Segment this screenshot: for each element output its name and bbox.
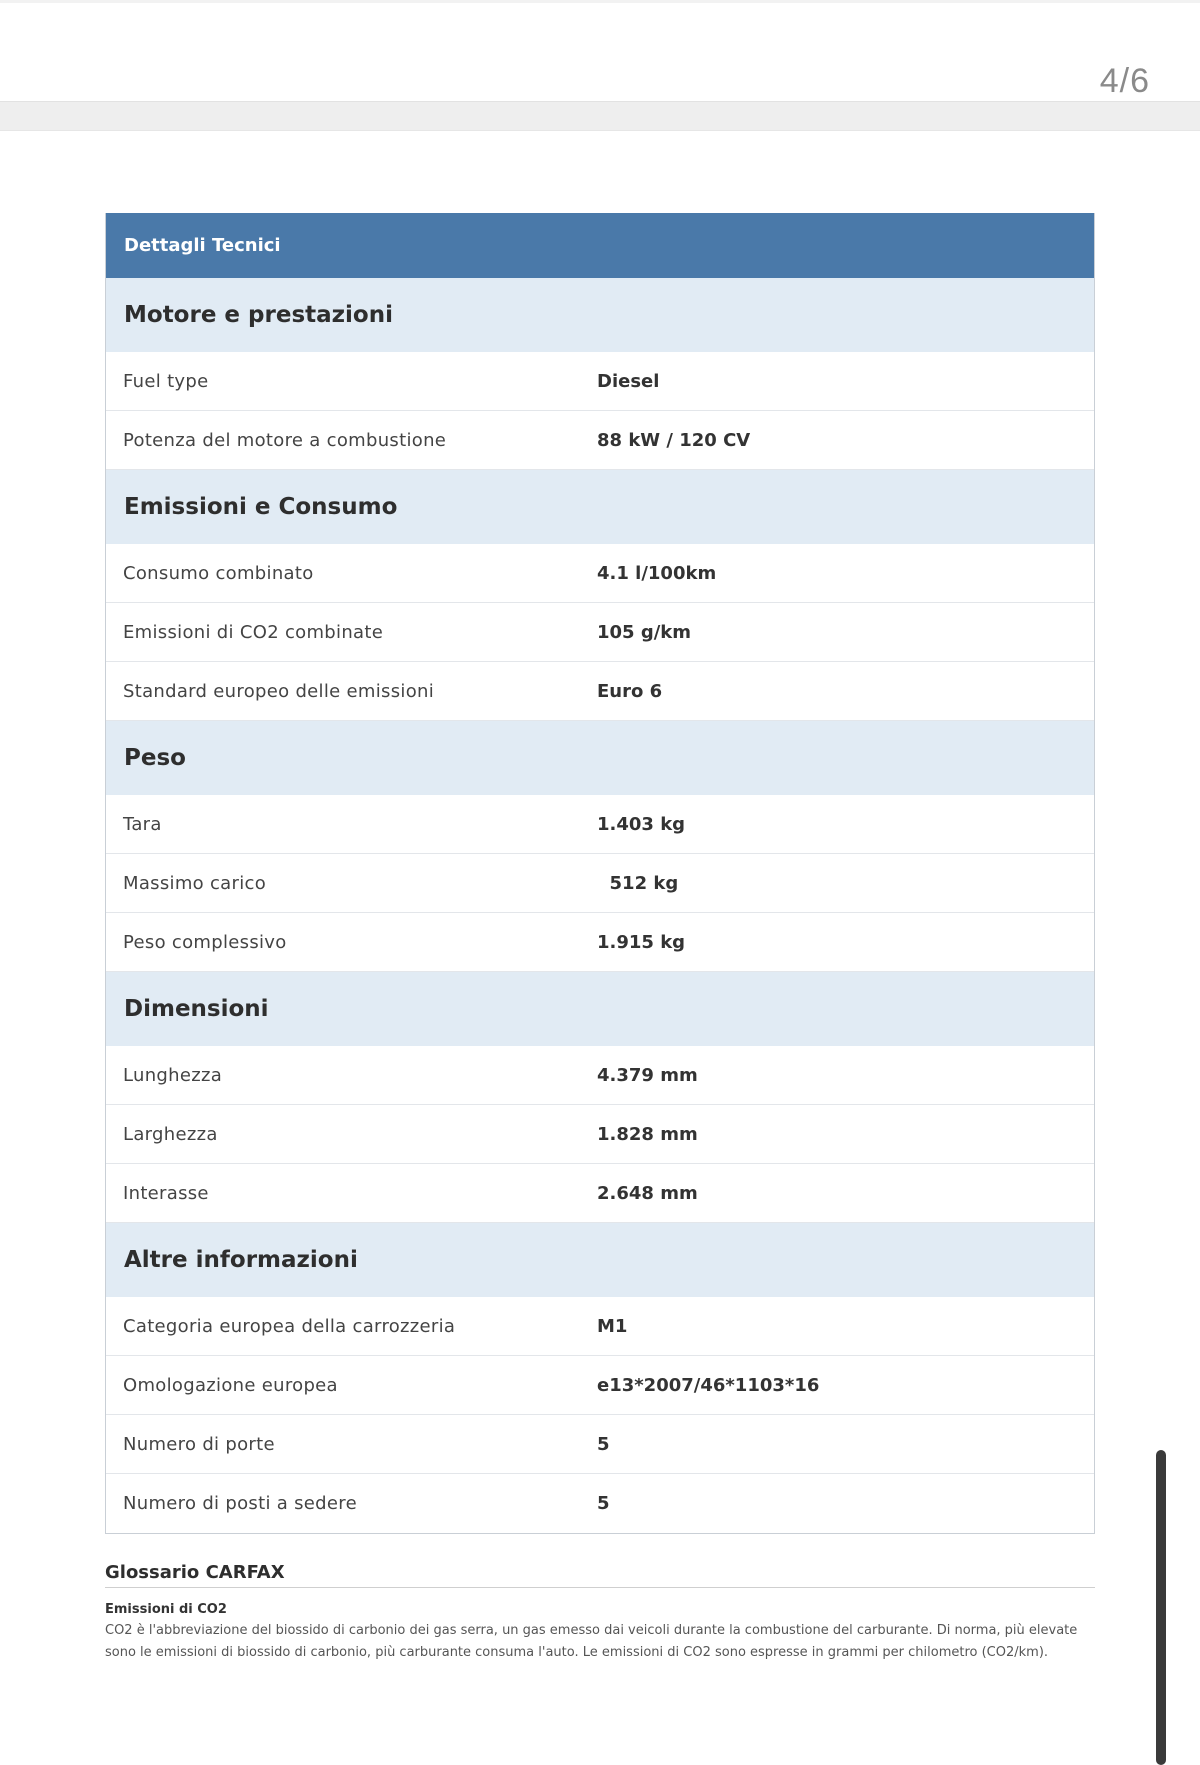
section-header: Peso: [106, 721, 1094, 795]
section-header: Emissioni e Consumo: [106, 470, 1094, 544]
section-header: Altre informazioni: [106, 1223, 1094, 1297]
row-label: Massimo carico: [123, 872, 267, 894]
table-header: Dettagli Tecnici: [106, 213, 1094, 278]
row-value: 2.648 mm: [597, 1182, 698, 1204]
row-label: Tara: [123, 813, 162, 835]
scrollbar-thumb[interactable]: [1156, 1450, 1166, 1765]
section-header: Motore e prestazioni: [106, 278, 1094, 352]
table-row: [106, 854, 1094, 913]
row-label: Numero di porte: [123, 1433, 275, 1455]
row-value: Diesel: [597, 370, 660, 392]
row-value: Euro 6: [597, 680, 663, 702]
row-label: Standard europeo delle emissioni: [123, 680, 435, 702]
row-value: 5: [597, 1433, 610, 1455]
row-label: Larghezza: [123, 1123, 218, 1145]
row-label: Lunghezza: [123, 1064, 223, 1086]
glossary: [105, 1562, 1095, 1664]
table-row: [106, 352, 1094, 411]
top-divider: [0, 0, 1200, 3]
row-value: 1.403 kg: [597, 813, 686, 835]
row-label: Numero di posti a sedere: [123, 1493, 357, 1514]
row-label: Peso complessivo: [123, 931, 287, 953]
section-header: Dimensioni: [106, 972, 1094, 1046]
page-counter: 4/6: [1099, 62, 1150, 100]
glossary-title: Glossario CARFAX: [105, 1562, 1095, 1588]
sections-container: [106, 278, 1094, 1533]
row-label: Categoria europea della carrozzeria: [123, 1315, 456, 1337]
table-row: [106, 913, 1094, 972]
glossary-term: Emissioni di CO2: [105, 1602, 227, 1617]
row-value: 512 kg: [597, 872, 679, 894]
row-value: e13*2007/46*1103*16: [597, 1374, 820, 1396]
row-value: 1.828 mm: [597, 1123, 698, 1145]
row-label: Emissioni di CO2 combinate: [123, 621, 384, 643]
table-row: [106, 1105, 1094, 1164]
row-value: 5: [597, 1493, 610, 1514]
table-row: [106, 1297, 1094, 1356]
row-value: 4.379 mm: [597, 1064, 698, 1086]
table-row: [106, 1164, 1094, 1223]
table-row: [106, 1356, 1094, 1415]
table-row: [106, 795, 1094, 854]
row-value: 4.1 l/100km: [597, 562, 717, 584]
row-value: 88 kW / 120 CV: [597, 429, 751, 451]
row-label: Omologazione europea: [123, 1374, 338, 1396]
row-value: 1.915 kg: [597, 931, 686, 953]
row-label: Potenza del motore a combustione: [123, 429, 447, 451]
toolbar-band: [0, 101, 1200, 131]
table-row: [106, 1046, 1094, 1105]
table-row: [106, 411, 1094, 470]
row-value: 105 g/km: [597, 621, 692, 643]
table-row: [106, 544, 1094, 603]
table-row: [106, 1474, 1094, 1533]
row-value: M1: [597, 1315, 628, 1337]
technical-details-table: [105, 213, 1095, 1534]
glossary-text: CO2 è l'abbreviazione del biossido di carbonio dei gas serra, un gas emesso dai veicoli durante la combustione del carburante. Di norma, più elevate sono le emissioni di biossido di carbonio, più carburante consuma l'auto. Le emissioni di CO2 sono espresse in grammi per chilometro (CO2/km).: [105, 1623, 1078, 1660]
row-label: Fuel type: [123, 370, 209, 392]
row-label: Interasse: [123, 1182, 209, 1204]
table-row: [106, 662, 1094, 721]
row-label: Consumo combinato: [123, 562, 314, 584]
table-row: [106, 603, 1094, 662]
table-row: [106, 1415, 1094, 1474]
scrollbar[interactable]: [1156, 1450, 1168, 1765]
